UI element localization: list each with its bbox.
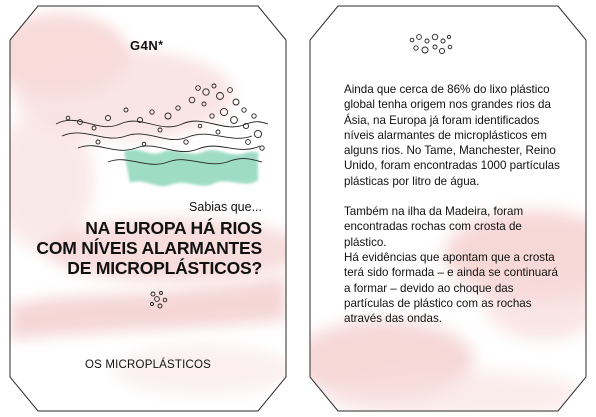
kicker-text: Sabias que... [189, 200, 262, 214]
fact-text [344, 82, 564, 326]
plastic-particle-bubbles [66, 84, 264, 150]
microplastics-river-illustration [48, 82, 278, 194]
footer-category-label: OS MICROPLÁSTICOS [84, 359, 212, 371]
small-bubbles-icon [147, 290, 171, 310]
back-card [304, 0, 592, 417]
headline-line: NA EUROPA HÁ RIOS [85, 218, 262, 238]
paragraph: Ainda que cerca de 86% do lixo plástico global tenha origem nos grandes rios da Ásia, na Europa já foram identificados níveis alarmantes de microplásticos em alguns rios. No Tame, Manchester, Reino Unido, foram encontradas 1000 partículas plásticas por litro de água. [344, 83, 560, 188]
paragraph: Também na ilha da Madeira, foram encontradas rochas com crosta de plástico. [344, 205, 524, 249]
headline-line: DE MICROPLÁSTICOS? [67, 258, 262, 278]
green-water-wash [124, 149, 258, 186]
brand-logo: G4N* [130, 38, 164, 53]
headline [12, 218, 262, 278]
front-card [4, 0, 292, 417]
headline-line: COM NÍVEIS ALARMANTES [36, 238, 262, 258]
paragraph: Há evidências que apontam que a crosta terá sido formada – e ainda se continuará a formar – devido ao choque das partículas de plástico com as rochas através das ondas. [344, 250, 558, 326]
bubbles-icon [408, 32, 454, 56]
